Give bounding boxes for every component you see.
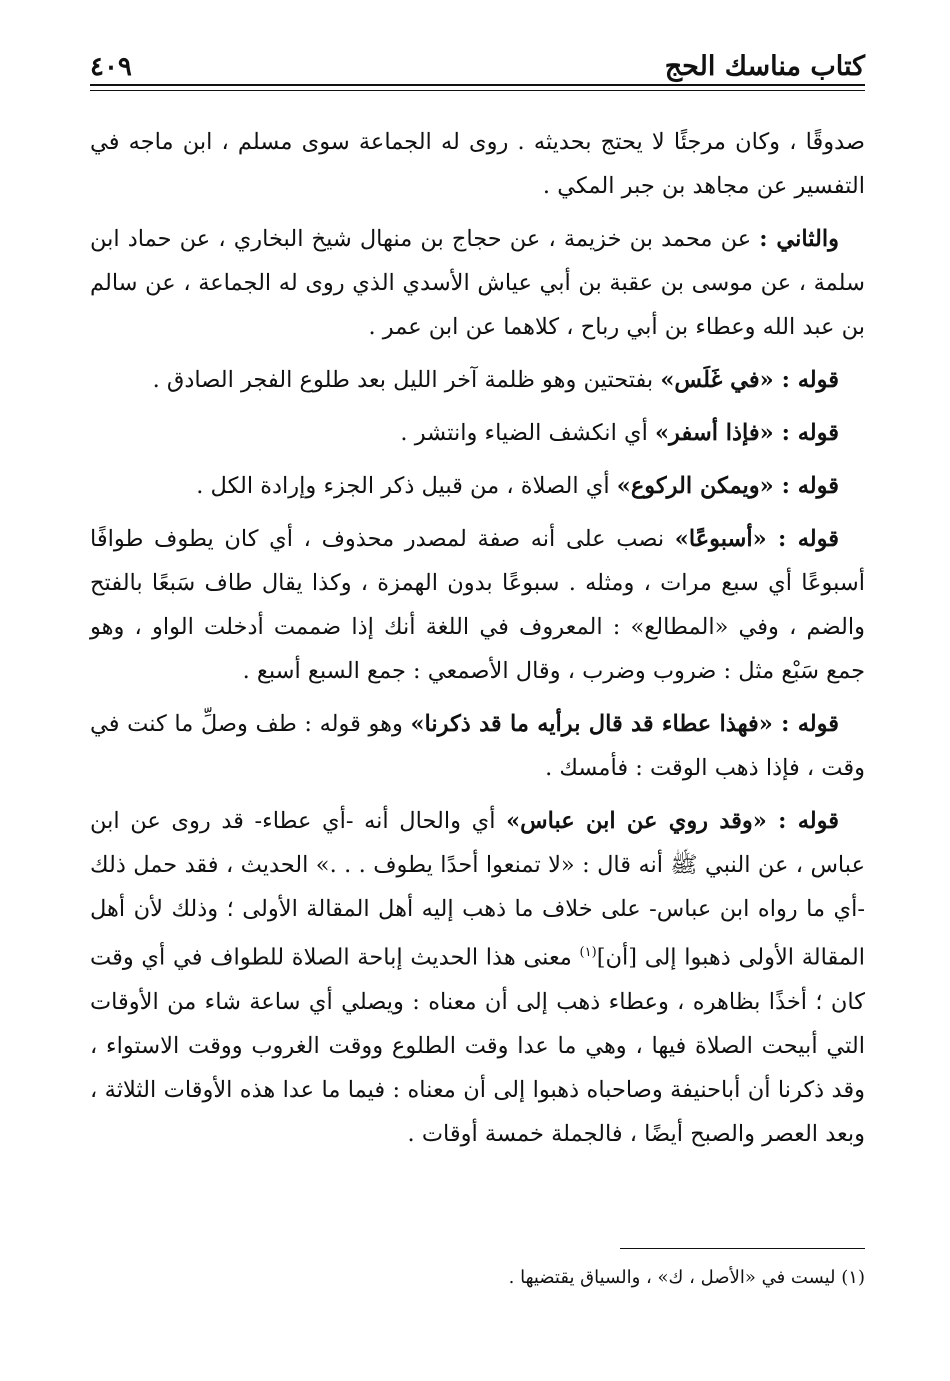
paragraph: قوله : «ويمكن الركوع» أي الصلاة ، من قبيل ذكر الجزء وإرادة الكل . — [196, 473, 839, 499]
paragraph: قوله : «في غَلَس» بفتحتين وهو ظلمة آخر الليل بعد طلوع الفجر الصادق . — [152, 367, 839, 393]
footnote-rule — [620, 1248, 865, 1249]
paragraph-label: والثاني : — [759, 226, 839, 252]
quoted-phrase: «في غَلَس» — [660, 367, 782, 393]
quoted-phrase: «فهذا عطاء قد قال برأيه ما قد ذكرنا» — [410, 711, 782, 737]
paragraph: قوله : «وقد روي عن ابن عباس» أي والحال أنه -أي عطاء- قد روى عن ابن عباس ، عن النبي ﷺ أنه قال : «لا تمنعوا أحدًا يطوف . . .» الحديث ، فقد حمل ذلك -أي ما رواه ابن عباس- على خلاف ما ذهب إليه أهل المقالة الأولى ؛ وذلك لأن أهل المقالة الأولى ذهبوا إلى [أن]$^{(١)}$ معنى هذا الحديث إباحة الصلاة للطواف في أي وقت كان ؛ أخذًا بظاهره ، وعطاء ذهب إلى أن معناه : ويصلي أي ساعة شاء من الأوقات التي أبيحت الصلاة فيها ، وهي ما عدا وقت الطلوع ووقت الغروب ووقت الاستواء ، وقد ذكرنا أن أباحنيفة وصاحباه ذهبوا إلى أن معناه : فيما ما عدا هذه الأوقات الثلاثة ، وبعد العصر والصبح أيضًا ، فالجملة خمسة أوقات . — [90, 808, 865, 1147]
paragraph-label: قوله : — [781, 711, 840, 737]
paragraph-label: قوله : — [781, 473, 839, 499]
paragraph-label: قوله : — [778, 526, 839, 552]
paragraph-label: قوله : — [781, 367, 839, 393]
page-number: ٤٠٩ — [90, 52, 132, 82]
paragraph: والثاني : عن محمد بن خزيمة ، عن حجاج بن منهال شيخ البخاري ، عن حماد ابن سلمة ، عن موسى بن عقبة بن أبي عياش الأسدي الذي روى له الجماعة ، عن سالم بن عبد الله وعطاء بن أبي رباح ، كلاهما عن ابن عمر . — [90, 226, 865, 340]
paragraph-label: قوله : — [781, 420, 839, 446]
running-title: كتاب مناسك الحج — [664, 51, 865, 82]
paragraph: صدوقًا ، وكان مرجئًا لا يحتج بحديثه . روى له الجماعة سوى مسلم ، ابن ماجه في التفسير عن مجاهد بن جبر المكي . — [90, 129, 865, 199]
paragraph: قوله : «أسبوعًا» نصب على أنه صفة لمصدر محذوف ، أي كان يطوف طوافًا أسبوعًا أي سبع مرات ، ومثله . سبوعًا بدون الهمزة ، وكذا يقال طاف سَبعًا بالفتح والضم ، وفي «المطالع» : المعروف في اللغة أنك إذا ضممت أدخلت الواو ، وهو جمع سَبْع مثل : ضروب وضرب ، وقال الأصمعي : جمع السبع أسبع . — [90, 526, 865, 684]
paragraph-label: قوله : — [778, 808, 840, 834]
main-text — [90, 120, 865, 1165]
quoted-phrase: «أسبوعًا» — [674, 526, 779, 552]
quoted-phrase: «وقد روي عن ابن عباس» — [506, 808, 779, 834]
quoted-phrase: «ويمكن الركوع» — [616, 473, 782, 499]
paragraph: قوله : «فهذا عطاء قد قال برأيه ما قد ذكرنا» وهو قوله : طف وصلِّ ما كنت في وقت ، فإذا ذهب الوقت : فأمسك . — [90, 711, 865, 781]
footnote-reference: (١) — [579, 945, 597, 960]
page-header — [90, 38, 865, 82]
paragraph: قوله : «فإذا أسفر» أي انكشف الضياء وانتشر . — [400, 420, 839, 446]
quoted-phrase: «فإذا أسفر» — [654, 420, 782, 446]
footnote: (١) ليست في «الأصل ، ك» ، والسياق يقتضيها . — [508, 1267, 865, 1288]
header-rule — [90, 84, 865, 91]
